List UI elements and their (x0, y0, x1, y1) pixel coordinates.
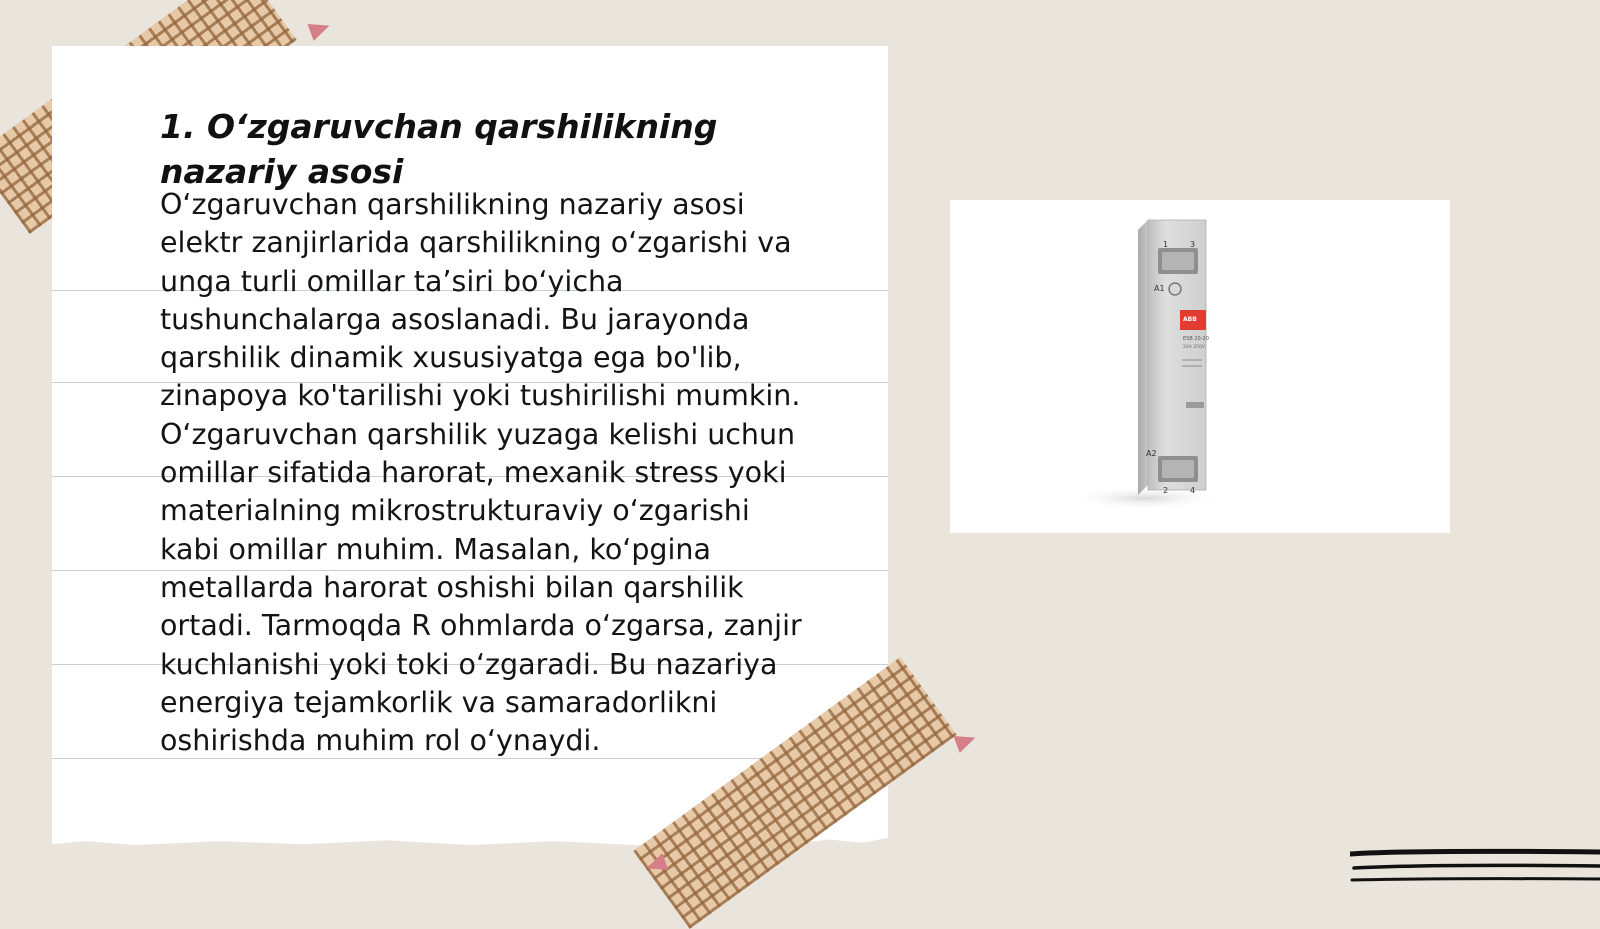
model-label: ESB 20-20 (1183, 336, 1209, 342)
brand-mark: ABB (1183, 316, 1197, 323)
terminal-2-label: 2 (1163, 486, 1169, 495)
bottom-terminal-screw (1162, 460, 1194, 478)
rating-label: 20A 250V (1183, 345, 1205, 350)
decorative-brush-lines (1350, 846, 1600, 900)
terminal-a2-label: A2 (1146, 449, 1157, 458)
terminal-1-label: 1 (1163, 240, 1169, 249)
terminal-4-label: 4 (1190, 486, 1196, 495)
brush-stroke (1354, 865, 1600, 868)
slide-body-text: O‘zgaruvchan qarshilikning nazariy asosi elektr zanjirlarida qarshilikning o‘zgarishi va unga turli omillar ta’siri bo‘yicha tushunchalarga asoslanadi. Bu jarayonda qarshilik dinamik xususiyatga ega bo'lib, zinapoya ko'tarilishi yoki tushirilishi mumkin. O‘zgaruvchan qarshilik yuzaga kelishi uchun omillar sifatida harorat, mexanik stress yoki materialning mikrostrukturaviy o‘zgarishi kabi omillar muhim. Masalan, ko‘pgina metallarda harorat oshishi bilan qarshilik ortadi. Tarmoqda R ohmlarda o‘zgarsa, zanjir kuchlanishi yoki toki o‘zgaradi. Bu nazariya energiya tejamkorlik va samaradorlikni oshirishda muhim rol o‘ynaydi. (160, 188, 802, 758)
contactor-illustration (950, 200, 1450, 533)
brush-stroke (1352, 879, 1600, 880)
terminal-a1-label: A1 (1154, 284, 1165, 293)
washi-tape-tip (308, 17, 333, 41)
top-terminal-screw (1162, 252, 1194, 270)
contactor-photo (950, 200, 1450, 533)
washi-tape-tip (954, 729, 979, 753)
coil-screw-icon (1169, 283, 1181, 295)
brush-stroke (1350, 851, 1600, 854)
slide-title: 1. O‘zgaruvchan qarshilikning nazariy asosi (160, 107, 718, 191)
indicator-window (1186, 402, 1204, 408)
terminal-3-label: 3 (1190, 240, 1196, 249)
